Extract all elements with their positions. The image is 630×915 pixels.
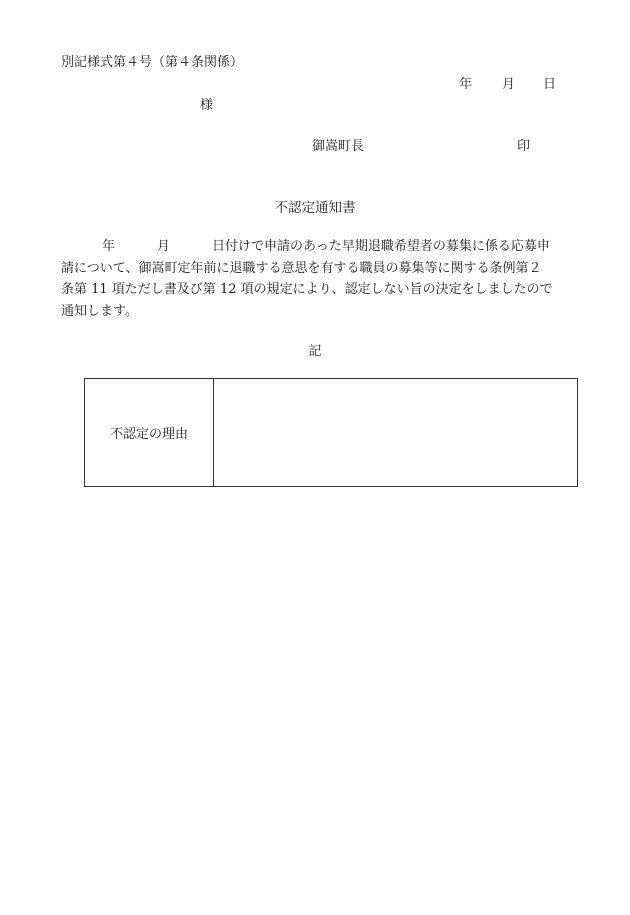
reason-row xyxy=(85,379,578,487)
body-paragraph xyxy=(61,236,581,322)
reason-table xyxy=(84,378,578,487)
addressee-suffix: 様 xyxy=(200,98,214,113)
body-year-label: 年 xyxy=(102,239,116,254)
seal-mark: 印 xyxy=(517,139,531,154)
date-day-label: 日 xyxy=(543,77,557,92)
form-number: 別記様式第４号（第４条関係） xyxy=(61,55,244,70)
body-line-1-text: 日付けで申請のあった早期退職希望者の募集に係る応募申 xyxy=(212,239,550,254)
ki-heading: 記 xyxy=(308,344,322,359)
issuer-name: 御嵩町長 xyxy=(312,139,365,154)
date-year-label: 年 xyxy=(459,77,473,92)
body-month-label: 月 xyxy=(157,239,171,254)
body-line-2: 請について、御嵩町定年前に退職する意思を有する職員の募集等に関する条例第２ xyxy=(61,260,542,276)
body-line-3: 条第 11 項ただし書及び第 12 項の規定により、認定しない旨の決定をしましたので xyxy=(61,282,553,297)
reason-label: 不認定の理由 xyxy=(85,379,214,487)
body-line-1 xyxy=(61,236,581,258)
body-line-4: 通知します。 xyxy=(61,303,138,319)
reason-value-cell xyxy=(214,379,578,487)
date-month-label: 月 xyxy=(502,77,516,92)
document-title: 不認定通知書 xyxy=(274,200,356,216)
